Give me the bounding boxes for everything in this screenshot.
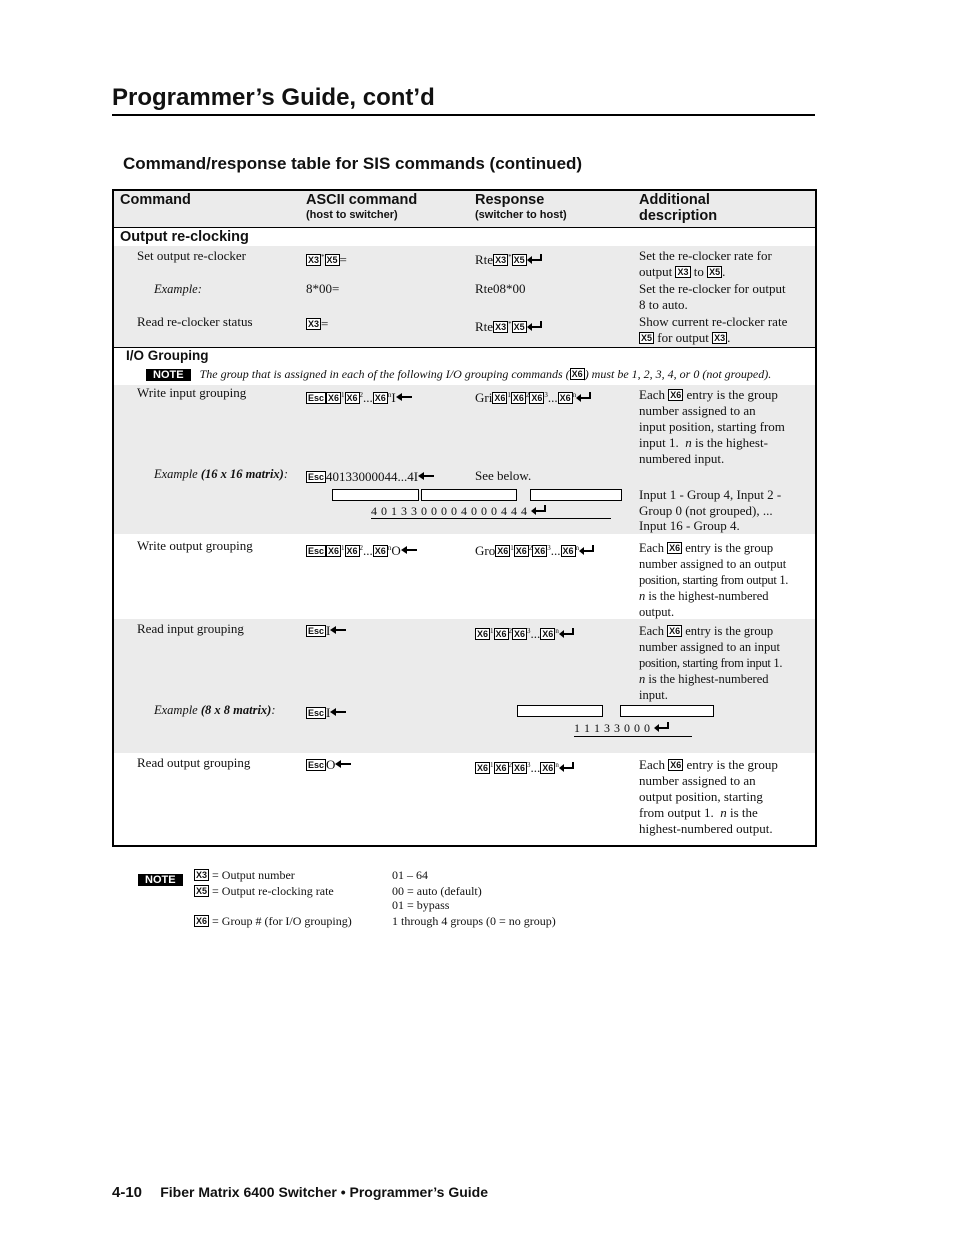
page-number: 4-10 bbox=[112, 1184, 143, 1201]
esc-key: Esc bbox=[308, 626, 325, 636]
set-reclocker-label: Set output re-clocker bbox=[137, 248, 247, 263]
ellipsis: ... bbox=[363, 390, 373, 405]
example-label: Example: bbox=[154, 282, 202, 296]
x3-var: X3 bbox=[308, 255, 320, 265]
x3-var: X3 bbox=[677, 267, 689, 277]
note-badge: NOTE bbox=[146, 369, 191, 381]
superscript: n bbox=[555, 627, 559, 635]
desc-text: entry is the group bbox=[686, 387, 778, 402]
example-matrix: (8 x 8 matrix) bbox=[200, 703, 272, 717]
superscript: 2 bbox=[525, 391, 530, 399]
superscript: 3 bbox=[544, 391, 548, 399]
desc-text: number assigned to an bbox=[639, 773, 756, 788]
cmd-letter: I bbox=[326, 705, 331, 720]
example-ascii: 40133000044...4I bbox=[326, 469, 419, 484]
superscript: 1 bbox=[490, 761, 494, 769]
write-input-ascii bbox=[306, 387, 412, 406]
cmd-letter: O bbox=[391, 543, 401, 558]
x6-var: X6 bbox=[495, 763, 507, 773]
superscript: n bbox=[572, 391, 577, 399]
read-input-ascii bbox=[306, 623, 346, 639]
example-matrix: (16 x 16 matrix) bbox=[200, 467, 284, 481]
write-output-label: Write output grouping bbox=[137, 538, 253, 553]
x6-var: X6 bbox=[514, 629, 526, 639]
example-label: Example bbox=[154, 703, 198, 717]
desc-text: entry is the group bbox=[685, 624, 774, 638]
desc-text: position, starting from output 1. bbox=[639, 573, 789, 587]
section-title: Command/response table for SIS commands (continued) bbox=[123, 154, 583, 173]
esc-key: Esc bbox=[308, 708, 325, 718]
digit-baseline bbox=[574, 736, 692, 737]
equals: = bbox=[339, 252, 347, 267]
x6-var: X6 bbox=[328, 546, 340, 556]
footnote-x5-value-2: 01 = bypass bbox=[392, 898, 450, 912]
desc-text: input. bbox=[639, 688, 668, 702]
star: * bbox=[508, 253, 512, 261]
example-label: Example bbox=[154, 467, 198, 481]
io-note bbox=[146, 367, 771, 382]
n-var: n bbox=[685, 435, 692, 450]
enter-icon bbox=[654, 722, 670, 732]
x6-var: X6 bbox=[542, 763, 554, 773]
ellipsis: ... bbox=[550, 543, 561, 558]
superscript: 1 bbox=[341, 544, 345, 552]
read-reclocker-ascii bbox=[306, 316, 328, 332]
superscript: 1 bbox=[490, 627, 494, 635]
bracket-bar bbox=[517, 705, 603, 717]
x6-var: X6 bbox=[497, 546, 509, 556]
enter-icon bbox=[531, 505, 547, 515]
desc-text: highest-numbered output. bbox=[639, 821, 773, 836]
io-note-text: The group that is assigned in each of the following I/O grouping commands ( bbox=[199, 367, 570, 381]
desc-text: for output bbox=[657, 330, 709, 345]
write-input-response bbox=[475, 387, 592, 406]
bracket-bar bbox=[421, 489, 517, 501]
x5-var: X5 bbox=[196, 886, 208, 896]
x6-var: X6 bbox=[477, 629, 489, 639]
example-response: Rte08*00 bbox=[475, 281, 526, 296]
read-input-label: Read input grouping bbox=[137, 621, 244, 636]
example-ascii: 8*00= bbox=[306, 281, 340, 296]
desc-text: is the bbox=[730, 805, 758, 820]
equals: = bbox=[321, 316, 329, 331]
superscript: 2 bbox=[359, 391, 364, 399]
desc-text: Each bbox=[639, 757, 665, 772]
esc-key: Esc bbox=[308, 546, 325, 556]
read-output-ascii bbox=[306, 757, 351, 773]
desc-text: entry is the group bbox=[685, 541, 774, 555]
desc-text: entry is the group bbox=[686, 757, 778, 772]
x5-var: X5 bbox=[513, 322, 525, 332]
desc-text: Each bbox=[639, 624, 664, 638]
enter-icon bbox=[576, 392, 592, 402]
x6-var: X6 bbox=[495, 629, 507, 639]
write-output-ascii bbox=[306, 540, 417, 559]
desc-text: input 1. bbox=[639, 435, 679, 450]
enter-icon bbox=[527, 254, 543, 264]
rte-prefix: Rte bbox=[475, 319, 494, 334]
write-input-label: Write input grouping bbox=[137, 385, 247, 400]
footnote-badge bbox=[138, 870, 183, 888]
superscript: n bbox=[555, 761, 559, 769]
footnote-x5 bbox=[194, 884, 334, 899]
x3-var: X3 bbox=[714, 333, 726, 343]
ellipsis: ... bbox=[547, 390, 558, 405]
star: * bbox=[508, 320, 512, 328]
example-8-label: Example (8 x 8 matrix): bbox=[154, 703, 276, 717]
x6-var: X6 bbox=[562, 546, 574, 556]
desc-text: input position, starting from bbox=[639, 419, 785, 434]
desc-text: number assigned to an bbox=[639, 403, 756, 418]
x6-var: X6 bbox=[346, 393, 358, 403]
footnote-def: = Group # (for I/O grouping) bbox=[212, 914, 352, 928]
read-output-response bbox=[475, 757, 575, 776]
digit-baseline bbox=[371, 518, 611, 519]
superscript: 2 bbox=[508, 627, 513, 635]
superscript: 2 bbox=[359, 544, 364, 552]
x6-var: X6 bbox=[374, 393, 386, 403]
page-title: Programmer’s Guide, cont’d bbox=[112, 84, 435, 111]
read-reclocker-response bbox=[475, 316, 543, 335]
footnote-x6 bbox=[194, 914, 352, 929]
superscript: n bbox=[387, 391, 392, 399]
x5-var: X5 bbox=[641, 333, 653, 343]
desc-text: output bbox=[639, 264, 673, 279]
return-icon bbox=[401, 545, 417, 555]
read-input-desc bbox=[639, 623, 814, 703]
header-response-sub: (switcher to host) bbox=[475, 209, 567, 221]
x6-var: X6 bbox=[571, 369, 583, 379]
example-16-label: Example (16 x 16 matrix): bbox=[154, 467, 289, 481]
superscript: 3 bbox=[547, 544, 551, 552]
desc-text: is the highest-numbered bbox=[648, 589, 769, 603]
ellipsis: ... bbox=[363, 543, 373, 558]
superscript: 2 bbox=[528, 544, 533, 552]
ellipsis: ... bbox=[530, 626, 541, 641]
x6-var: X6 bbox=[328, 393, 340, 403]
return-icon bbox=[335, 759, 351, 769]
x6-var: X6 bbox=[515, 546, 527, 556]
n-var: n bbox=[639, 672, 646, 686]
footer-text: Fiber Matrix 6400 Switcher • Programmer’s Guide bbox=[160, 1184, 488, 1200]
star: * bbox=[321, 253, 325, 261]
x6-var: X6 bbox=[669, 626, 681, 636]
desc-text: is the highest- bbox=[694, 435, 768, 450]
example-16-desc-3: Input 16 - Group 4. bbox=[639, 518, 740, 533]
enter-icon bbox=[559, 628, 575, 638]
x6-var: X6 bbox=[477, 763, 489, 773]
x5-var: X5 bbox=[326, 255, 338, 265]
superscript: 1 bbox=[510, 544, 514, 552]
desc-text: Each bbox=[639, 387, 665, 402]
x6-var: X6 bbox=[514, 763, 526, 773]
superscript: n bbox=[387, 544, 392, 552]
x3-var: X3 bbox=[308, 319, 320, 329]
superscript: n bbox=[575, 544, 580, 552]
enter-icon bbox=[559, 762, 575, 772]
read-input-response bbox=[475, 623, 575, 642]
read-reclocker-desc-1: Show current re-clocker rate bbox=[639, 314, 788, 329]
footnote-x3-value: 01 – 64 bbox=[392, 868, 428, 882]
gro-prefix: Gro bbox=[475, 543, 496, 558]
x6-var: X6 bbox=[494, 393, 506, 403]
command-table bbox=[112, 189, 817, 847]
superscript: 2 bbox=[508, 761, 513, 769]
bracket-bar bbox=[332, 489, 419, 501]
ellipsis: ... bbox=[530, 760, 541, 775]
desc-text: is the highest-numbered bbox=[648, 672, 769, 686]
rte-prefix: Rte bbox=[475, 252, 494, 267]
superscript: 3 bbox=[527, 761, 531, 769]
read-output-label: Read output grouping bbox=[137, 755, 251, 770]
desc-text: to bbox=[693, 264, 704, 279]
desc-text: position, starting from input 1. bbox=[639, 656, 783, 670]
x6-var: X6 bbox=[196, 916, 208, 926]
example-16-response: See below. bbox=[475, 468, 532, 483]
reclock-rule bbox=[114, 347, 815, 348]
footnote-x3 bbox=[194, 868, 295, 883]
cmd-letter: O bbox=[326, 757, 336, 772]
header-rule bbox=[114, 227, 815, 228]
read-reclocker-label: Read re-clocker status bbox=[137, 314, 253, 329]
x5-var: X5 bbox=[709, 267, 721, 277]
header-command: Command bbox=[120, 192, 191, 208]
write-output-desc bbox=[639, 540, 814, 620]
return-icon bbox=[396, 392, 412, 402]
cmd-letter: I bbox=[391, 390, 396, 405]
x6-var: X6 bbox=[531, 393, 543, 403]
write-output-response bbox=[475, 540, 595, 559]
x6-var: X6 bbox=[534, 546, 546, 556]
cmd-letter: I bbox=[326, 623, 331, 638]
x3-var: X3 bbox=[495, 255, 507, 265]
title-rule bbox=[112, 114, 815, 116]
return-icon bbox=[418, 471, 434, 481]
esc-key: Esc bbox=[308, 393, 325, 403]
header-response: Response bbox=[475, 192, 545, 208]
enter-icon bbox=[527, 321, 543, 331]
example-16-desc-1: Input 1 - Group 4, Input 2 - bbox=[639, 487, 782, 502]
esc-key: Esc bbox=[308, 472, 325, 482]
header-desc-2: description bbox=[639, 208, 718, 224]
x5-var: X5 bbox=[513, 255, 525, 265]
x6-var: X6 bbox=[374, 546, 386, 556]
x6-var: X6 bbox=[670, 390, 682, 400]
header-ascii: ASCII command bbox=[306, 192, 418, 208]
page-footer bbox=[112, 1184, 488, 1201]
x3-var: X3 bbox=[495, 322, 507, 332]
note-badge: NOTE bbox=[138, 874, 183, 886]
x6-var: X6 bbox=[542, 629, 554, 639]
bracket-bar bbox=[530, 489, 622, 501]
set-reclocker-ascii bbox=[306, 249, 347, 268]
desc-text: numbered input. bbox=[639, 451, 725, 466]
x6-var: X6 bbox=[670, 760, 682, 770]
example-8-ascii bbox=[306, 705, 346, 721]
superscript: 1 bbox=[507, 391, 511, 399]
reclock-heading: Output re-clocking bbox=[120, 229, 249, 245]
x6-var: X6 bbox=[669, 543, 681, 553]
enter-icon bbox=[579, 545, 595, 555]
digit-sequence: 1 1 1 3 3 0 0 0 bbox=[574, 721, 650, 735]
read-output-desc bbox=[639, 757, 809, 837]
example-desc-1: Set the re-clocker for output bbox=[639, 281, 786, 296]
n-var: n bbox=[720, 805, 727, 820]
n-var: n bbox=[639, 589, 646, 603]
set-reclocker-desc-1: Set the re-clocker rate for bbox=[639, 248, 772, 263]
example-16-ascii bbox=[306, 469, 434, 485]
esc-key: Esc bbox=[308, 760, 325, 770]
superscript: 1 bbox=[341, 391, 345, 399]
desc-text: number assigned to an input bbox=[639, 640, 780, 654]
set-reclocker-response bbox=[475, 249, 543, 268]
desc-text: number assigned to an output bbox=[639, 557, 787, 571]
set-reclocker-desc-2: output X3 to X5 . bbox=[639, 264, 726, 279]
desc-text: Each bbox=[639, 541, 664, 555]
io-note-text: ) must be 1, 2, 3, 4, or 0 (not grouped). bbox=[584, 367, 772, 381]
footnote-x6-value: 1 through 4 groups (0 = no group) bbox=[392, 914, 556, 928]
return-icon bbox=[330, 707, 346, 717]
read-reclocker-desc-2: X5 for output X3 . bbox=[641, 330, 731, 345]
desc-text: from output 1. bbox=[639, 805, 714, 820]
example-8-digits bbox=[574, 721, 670, 736]
write-input-desc bbox=[639, 387, 809, 467]
example-16-desc-2: Group 0 (not grouped), ... bbox=[639, 503, 773, 518]
example-16-digits bbox=[371, 504, 547, 519]
desc-text: output. bbox=[639, 605, 675, 619]
gri-prefix: Gri bbox=[475, 390, 493, 405]
header-desc-1: Additional bbox=[639, 192, 710, 208]
x6-var: X6 bbox=[512, 393, 524, 403]
superscript: 3 bbox=[527, 627, 531, 635]
footnote-def: = Output number bbox=[212, 868, 295, 882]
return-icon bbox=[330, 625, 346, 635]
io-heading: I/O Grouping bbox=[126, 348, 209, 363]
x6-var: X6 bbox=[559, 393, 571, 403]
footnote-def: = Output re-clocking rate bbox=[212, 884, 334, 898]
bracket-bar bbox=[620, 705, 714, 717]
footnote-x5-value-1: 00 = auto (default) bbox=[392, 884, 482, 898]
x3-var: X3 bbox=[196, 870, 208, 880]
desc-text: output position, starting bbox=[639, 789, 763, 804]
header-ascii-sub: (host to switcher) bbox=[306, 209, 398, 221]
example-desc-2: 8 to auto. bbox=[639, 297, 688, 312]
x6-var: X6 bbox=[346, 546, 358, 556]
digit-sequence: 4 0 1 3 3 0 0 0 0 4 0 0 0 4 4 4 bbox=[371, 504, 527, 518]
